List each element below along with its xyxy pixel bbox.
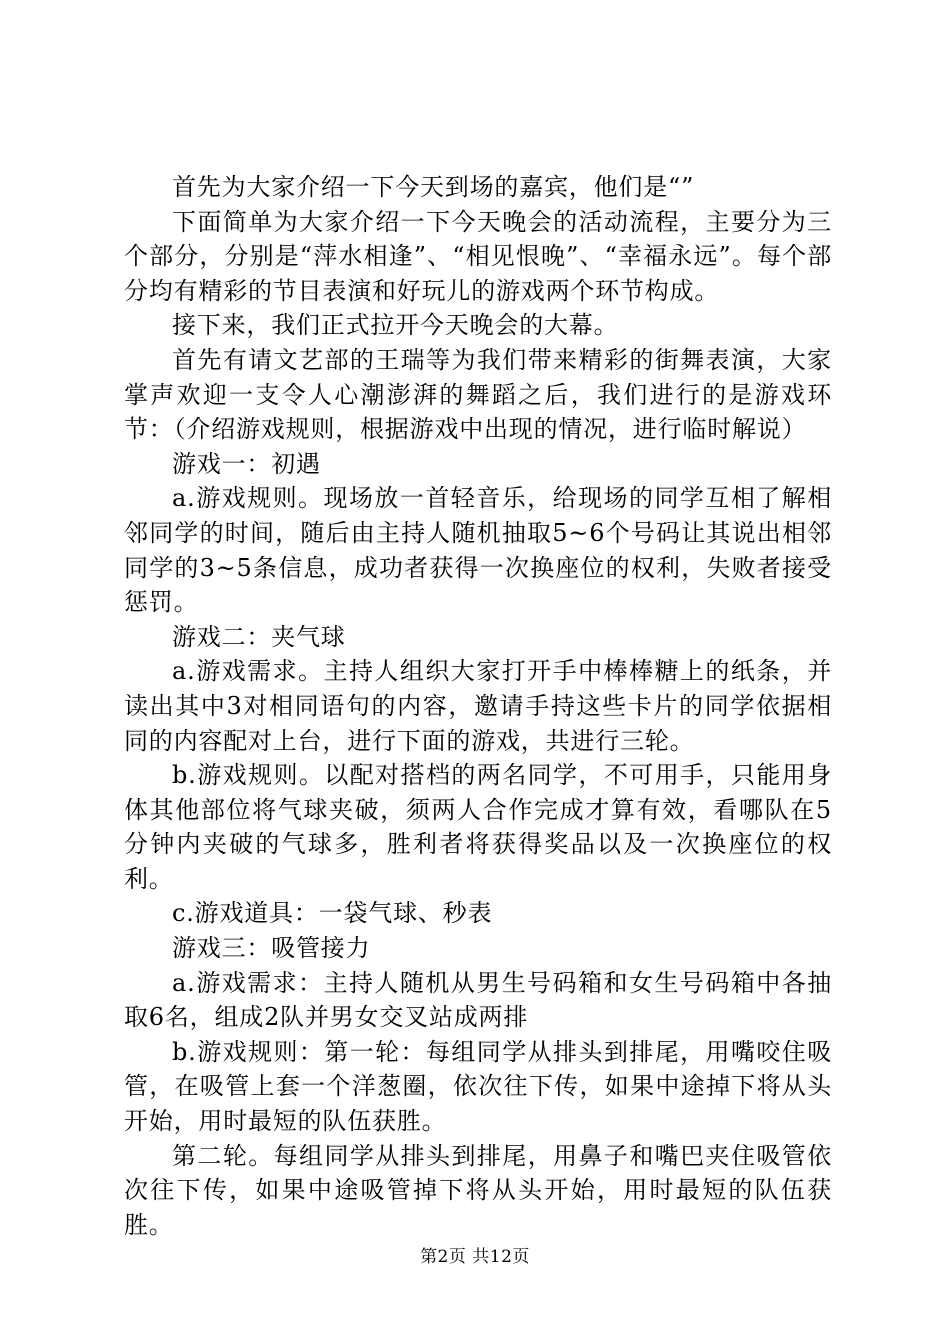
page-number-footer: 第2页 共12页 — [420, 1247, 530, 1267]
paragraph-game-two-props: c.游戏道具：一袋气球、秒表 — [172, 899, 493, 928]
paragraph-game-two-rules: b.游戏规则。以配对搭档的两名同学，不可用手，只能用身体其他部位将气球夹破，须两人合作完成才算有效，看哪队在5分钟内夹破的气球多，胜利者将获得奖品以及一次换座位的权利。 — [124, 761, 832, 893]
paragraph-game-three-round-one: b.游戏规则：第一轮：每组同学从排头到排尾，用嘴咬住吸管，在吸管上套一个洋葱圈，依次往下传，如果中途掉下将从头开始，用时最短的队伍获胜。 — [124, 1037, 832, 1136]
heading-game-two: 游戏二：夹气球 — [172, 622, 346, 651]
paragraph-game-one-rules: a.游戏规则。现场放一首轻音乐，给现场的同学互相了解相邻同学的时间，随后由主持人随机抽取5~6个号码让其说出相邻同学的3~5条信息，成功者获得一次换座位的权利，失败者接受惩罚。 — [124, 484, 832, 617]
paragraph-guest-intro: 首先为大家介绍一下今天到场的嘉宾，他们是“” — [172, 173, 695, 201]
document-body — [124, 170, 832, 1242]
paragraph-game-three-round-two: 第二轮。每组同学从排头到排尾，用鼻子和嘴巴夹住吸管依次往下传，如果中途吸管掉下将从头开始，用时最短的队伍获胜。 — [124, 1141, 832, 1239]
paragraph-opening: 接下来，我们正式拉开今天晚会的大幕。 — [172, 311, 619, 340]
heading-game-one: 游戏一：初遇 — [172, 449, 321, 478]
paragraph-game-three-requirements: a.游戏需求：主持人随机从男生号码箱和女生号码箱中各抽取6名，组成2队并男女交叉站成两排 — [124, 968, 832, 1032]
heading-game-three: 游戏三：吸管接力 — [172, 934, 371, 963]
paragraph-program-flow: 下面简单为大家介绍一下今天晚会的活动流程，主要分为三个部分，分别是“萍水相逢”、“相见恨晚”、“幸福永远”。每个部分均有精彩的节目表演和好玩儿的游戏两个环节构成。 — [124, 207, 832, 305]
paragraph-dance-performance: 首先有请文艺部的王瑞等为我们带来精彩的街舞表演，大家掌声欢迎一支令人心潮澎湃的舞蹈之后，我们进行的是游戏环节：（介绍游戏规则，根据游戏中出现的情况，进行临时解说） — [124, 345, 832, 444]
paragraph-game-two-requirements: a.游戏需求。主持人组织大家打开手中棒棒糖上的纸条，并读出其中3对相同语句的内容，邀请手持这些卡片的同学依据相同的内容配对上台，进行下面的游戏，共进行三轮。 — [124, 657, 832, 755]
